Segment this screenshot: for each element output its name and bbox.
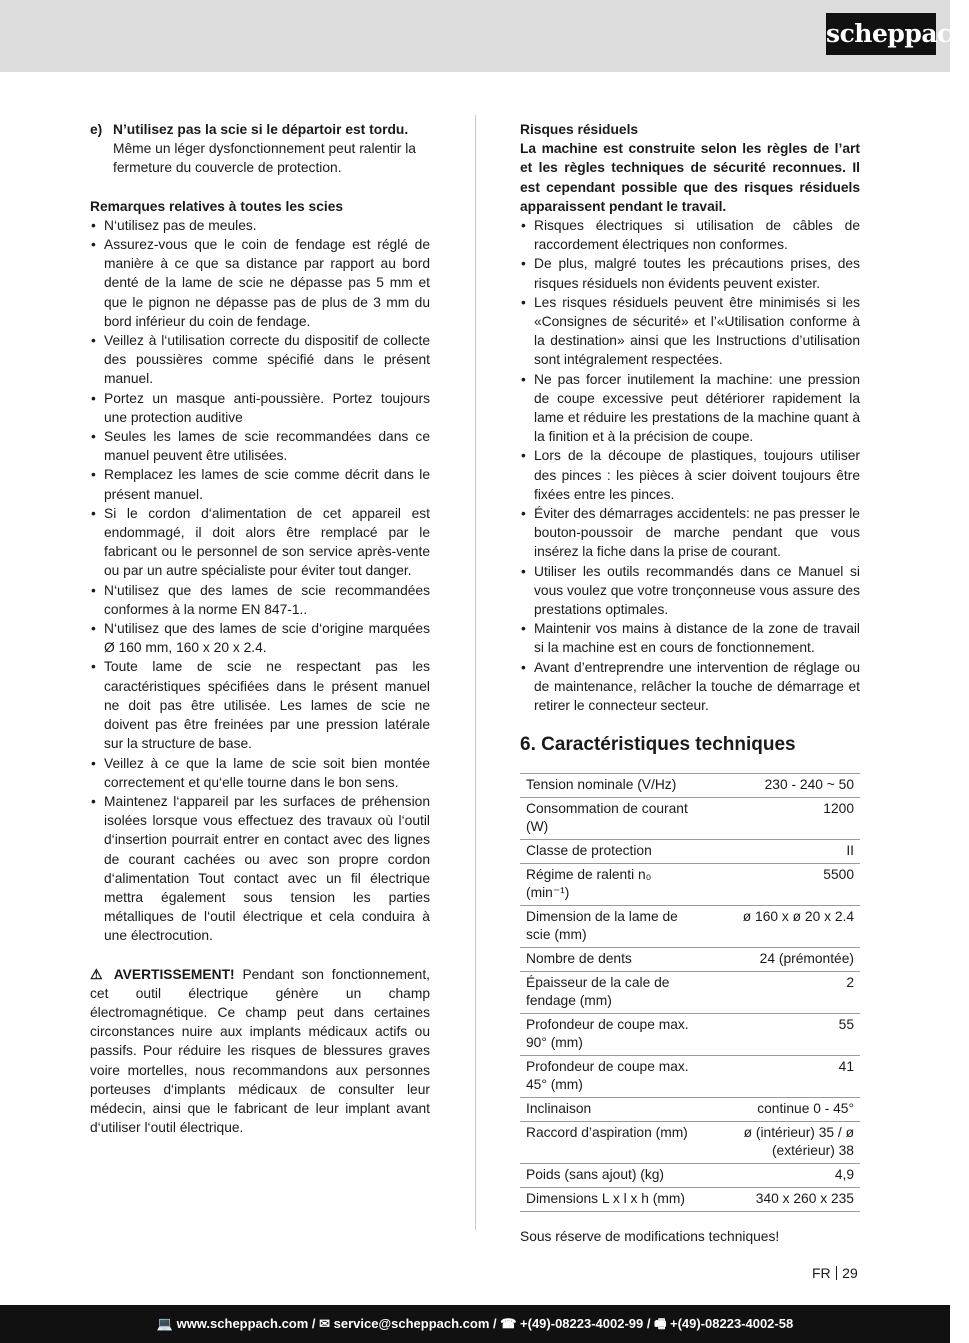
spec-value: 41 bbox=[704, 1056, 860, 1098]
table-row bbox=[520, 774, 860, 798]
list-item: • De plus, malgré toutes les précautions prises, des risques résiduels non évidents peuvent exister. bbox=[520, 254, 860, 292]
spec-value: 2 bbox=[704, 972, 860, 1014]
spec-value: 1200 bbox=[704, 798, 860, 840]
spec-value: continue 0 - 45° bbox=[704, 1098, 860, 1122]
spec-value: 340 x 260 x 235 bbox=[704, 1188, 860, 1212]
spec-value: 230 - 240 ~ 50 bbox=[704, 774, 860, 798]
spec-label: Consommation de courant (W) bbox=[520, 798, 704, 840]
spec-value: 4,9 bbox=[704, 1164, 860, 1188]
section-title: 6. Caractéristiques techniques bbox=[520, 734, 796, 756]
spec-label: Classe de protection bbox=[520, 840, 704, 864]
spec-value: 24 (prémontée) bbox=[704, 948, 860, 972]
residual-intro: La machine est construite selon les règles de l’art et les règles techniques de sécurité reconnues. Il est cependant possible que des risques résiduels apparaissent pendant le travail. bbox=[520, 141, 860, 214]
warning-text: Pendant son fonctionnement, cet outil électrique génère un champ électromagnétique. Ce champ peut dans certaines circonstances nuire aux implants médicaux actifs ou passifs. Pour réduire les risques de blessures graves voire mortelles, nous recommandons aux personnes porteuses d‘implants médicaux de consulter leur médecin, ainsi que le fabricant de leur implant avant d‘utiliser l‘outil électrique. bbox=[90, 966, 430, 1136]
warning-paragraph bbox=[90, 965, 430, 1138]
spec-label: Profondeur de coupe max. 45° (mm) bbox=[520, 1056, 704, 1098]
list-item: • Utiliser les outils recommandés dans ce Manuel si vous voulez que votre tronçonneuse vous assure des prestations optimales. bbox=[520, 562, 860, 620]
spec-label: Nombre de dents bbox=[520, 948, 704, 972]
page-num: 29 bbox=[842, 1265, 858, 1281]
table-row bbox=[520, 1188, 860, 1212]
list-item: • Portez un masque anti-poussière. Portez toujours une protection auditive bbox=[90, 389, 430, 427]
table-row bbox=[520, 1164, 860, 1188]
page-number bbox=[812, 1265, 858, 1281]
left-column bbox=[90, 120, 430, 1137]
table-row bbox=[520, 1056, 860, 1098]
item-e-title: N’utilisez pas la scie si le départoir est tordu. bbox=[113, 122, 409, 137]
residual-heading: Risques résiduels bbox=[520, 122, 639, 137]
spec-value: ø (intérieur) 35 / ø (extérieur) 38 bbox=[704, 1122, 860, 1164]
list-item: • N‘utilisez que des lames de scie recommandées conformes à la norme EN 847-1.. bbox=[90, 581, 430, 619]
list-item: • N‘utilisez que des lames de scie d‘origine marquées Ø 160 mm, 160 x 20 x 2.4. bbox=[90, 619, 430, 657]
spec-label: Dimensions L x l x h (mm) bbox=[520, 1188, 704, 1212]
list-item: • Éviter des démarrages accidentels: ne pas presser le bouton-poussoir de marche pendant que vous insérez la fiche dans la prise de courant. bbox=[520, 504, 860, 562]
spec-label: Inclinaison bbox=[520, 1098, 704, 1122]
table-row bbox=[520, 864, 860, 906]
list-item: • Lors de la découpe de plastiques, toujours utiliser des pinces : les pièces à scier doivent toujours être fixées entre les pinces. bbox=[520, 446, 860, 504]
list-item: • Seules les lames de scie recommandées dans ce manuel peuvent être utilisées. bbox=[90, 427, 430, 465]
list-item: • Toute lame de scie ne respectant pas les caractéristiques spécifiées dans le présent manuel ne doit pas être utilisée. Les lames de scie ne doivent pas être freinées par une pression latérale sur la structure de base. bbox=[90, 657, 430, 753]
spec-label: Régime de ralenti n₀ (min⁻¹) bbox=[520, 864, 704, 906]
spec-label: Profondeur de coupe max. 90° (mm) bbox=[520, 1014, 704, 1056]
spec-value: 55 bbox=[704, 1014, 860, 1056]
list-item: • Si le cordon d‘alimentation de cet appareil est endommagé, il doit alors être remplacé par le fabricant ou le personnel de son service après-vente ou par un autre spécialiste pour éviter tout danger. bbox=[90, 504, 430, 581]
table-row bbox=[520, 948, 860, 972]
page-lang: FR bbox=[812, 1265, 831, 1281]
brand-logo: scheppach bbox=[826, 13, 936, 55]
table-row bbox=[520, 840, 860, 864]
residual-list bbox=[520, 216, 860, 715]
list-item: • Assurez-vous que le coin de fendage est réglé de manière à ce que sa distance par rapport au bord denté de la lame de scie ne dépasse pas 5 mm et que le pignon ne dépasse pas de plus de 3 mm du bord inférieur du coin de fendage. bbox=[90, 235, 430, 331]
list-item: • Ne pas forcer inutilement la machine: une pression de coupe excessive peut détériorer rapidement la lame et réduire les prestations de la machine quant à la finition et à la précision de coupe. bbox=[520, 370, 860, 447]
remarks-list bbox=[90, 216, 430, 946]
table-row bbox=[520, 798, 860, 840]
list-item: • Maintenir vos mains à distance de la zone de travail si la machine est en cours de fonctionnement. bbox=[520, 619, 860, 657]
item-e-label: e) bbox=[90, 122, 103, 137]
table-row bbox=[520, 1122, 860, 1164]
page-separator bbox=[836, 1266, 838, 1280]
footer-contact: 💻 www.scheppach.com / ✉ service@scheppach.com / ☎ +(49)-08223-4002-99 / 🖷 +(49)-08223-4002-58 bbox=[156, 1316, 794, 1331]
list-item: • Avant d’entreprendre une intervention de réglage ou de maintenance, relâcher la touche de démarrage et retirer le connecteur secteur. bbox=[520, 658, 860, 716]
spec-label: Poids (sans ajout) (kg) bbox=[520, 1164, 704, 1188]
page-footer bbox=[0, 1305, 950, 1343]
column-divider bbox=[475, 115, 476, 1230]
list-item: • Veillez à ce que la lame de scie soit bien montée correctement et qu‘elle tourne dans le bon sens. bbox=[90, 754, 430, 792]
warning-label: ⚠ AVERTISSEMENT! bbox=[90, 966, 235, 982]
list-item: • Risques électriques si utilisation de câbles de raccordement électriques non conformes. bbox=[520, 216, 860, 254]
remarks-heading: Remarques relatives à toutes les scies bbox=[90, 198, 344, 214]
technical-note: Sous réserve de modifications techniques! bbox=[520, 1229, 780, 1245]
spec-label: Dimension de la lame de scie (mm) bbox=[520, 906, 704, 948]
spec-value: ø 160 x ø 20 x 2.4 bbox=[704, 906, 860, 948]
spec-table bbox=[520, 773, 860, 1212]
page-header bbox=[0, 0, 969, 72]
list-item: • N‘utilisez pas de meules. bbox=[90, 216, 430, 235]
list-item: • Maintenez l‘appareil par les surfaces de préhension isolées lorsque vous effectuez des travaux où l‘outil d‘insertion pourrait entrer en contact avec des lignes de courant cachées ou avec son propre cordon d‘alimentation Tout contact avec un fil électrique mettra également sous tension les parties métalliques de l‘outil électrique et cela conduira à une électrocution. bbox=[90, 792, 430, 946]
spec-value: II bbox=[704, 840, 860, 864]
spec-value: 5500 bbox=[704, 864, 860, 906]
list-item: • Les risques résiduels peuvent être minimisés si les «Consignes de sécurité» et l’«Utilisation conforme à la destination» ainsi que les Instructions d’utilisation sont intégralement respectées. bbox=[520, 293, 860, 370]
table-row bbox=[520, 906, 860, 948]
table-row bbox=[520, 1098, 860, 1122]
spec-label: Raccord d’aspiration (mm) bbox=[520, 1122, 704, 1164]
table-row bbox=[520, 972, 860, 1014]
item-e bbox=[90, 120, 430, 178]
spec-label: Tension nominale (V/Hz) bbox=[520, 774, 704, 798]
list-item: • Remplacez les lames de scie comme décrit dans le présent manuel. bbox=[90, 465, 430, 503]
list-item: • Veillez à l‘utilisation correcte du dispositif de collecte des poussières comme spécifié dans le présent manuel. bbox=[90, 331, 430, 389]
item-e-text: Même un léger dysfonctionnement peut ralentir la fermeture du couvercle de protection. bbox=[113, 141, 416, 176]
table-row bbox=[520, 1014, 860, 1056]
right-column bbox=[520, 120, 860, 1247]
spec-label: Épaisseur de la cale de fendage (mm) bbox=[520, 972, 704, 1014]
